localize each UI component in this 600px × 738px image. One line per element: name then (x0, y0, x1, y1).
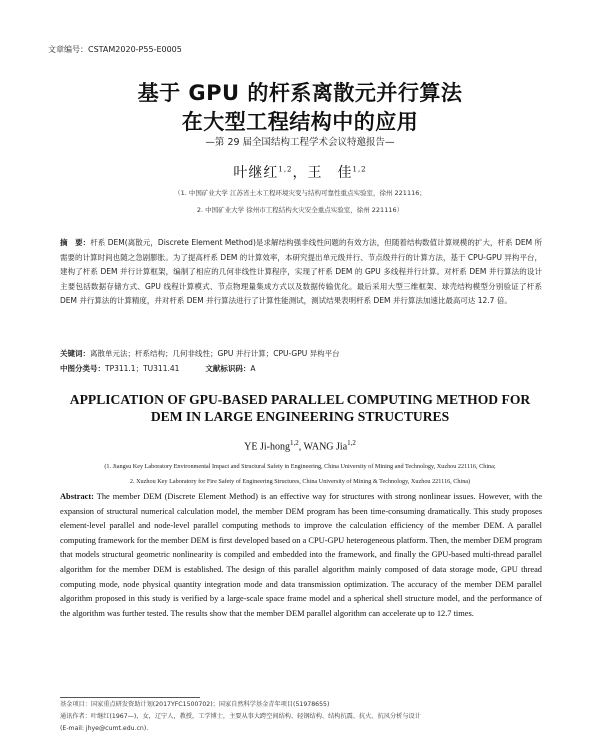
english-affiliation-2: 2. Xuzhou Key Laboratory for Fire Safety of Engineering Structures, China University of Mining & Technology, Xuzhou 221116, China) (129, 478, 471, 485)
chinese-title-line-2: 在大型工程结构中的应用 (181, 110, 419, 134)
chinese-authors (0, 162, 600, 182)
english-authors (0, 439, 600, 452)
keywords-text: 离散单元法；杆系结构；几何非线性；GPU 并行计算；CPU-GPU 异构平台 (90, 349, 340, 358)
author-separator: ， (292, 165, 308, 181)
english-abstract-label: Abstract: (60, 492, 94, 501)
keywords-label: 关键词： (60, 349, 90, 358)
author-name: WANG Jia (303, 441, 348, 453)
footnotes (60, 699, 542, 735)
document-code-value: A (250, 364, 256, 373)
article-number: 文章编号：CSTAM2020-P55-E0005 (48, 45, 182, 54)
classification-line (60, 363, 542, 374)
english-abstract (60, 490, 542, 621)
footnote-funding: 基金项目：国家重点研发资助计划(2017YFC1500702)；国家自然科学基金青年项目(51978655) (60, 701, 330, 708)
author-separator: , (298, 441, 304, 453)
classification-label: 中图分类号： (60, 364, 105, 373)
footnote-email: (E-mail: jhye@cumt.edu.cn). (60, 725, 149, 732)
english-title-line-2: DEM IN LARGE ENGINEERING STRUCTURES (150, 409, 450, 424)
english-affiliation-1: (1. Jiangsu Key Laboratory Environmental Impact and Structural Safety in Engineering, China University of Mining and Technology, Xuzhou 221116, China; (104, 463, 496, 470)
chinese-title-line-1: 基于 GPU 的杆系离散元并行算法 (137, 81, 463, 105)
english-abstract-text: The member DEM (Discrete Element Method) is an effective way for structures with strong nonlinear issues. However, with the expansion of structural numerical calculation model, the member DEM program has been time-consuming dramatically. This study proposes element-level parallel and node-level parallel computing methods to improve the calculation efficiency of the member DEM. A parallel computing framework for the member DEM is first developed based on a CPU-GPU heterogeneous platform. Then, the member DEM program that models structural geometric nonlinearity is compiled and embedded into the framework, and finally the GPU-based multi-thread parallel algorithm for the member DEM is established. The design of this parallel algorithm mainly composed of data storage mode, GPU thread computing mode, node physical quantity integration mode and data transmission optimization. The accuracy of the member DEM parallel algorithm proposed in this study is verified by a large-scale space frame model and a spherical shell structure model, and the performance of the algorithm was further tested. The results show that the member DEM parallel algorithm can accelerate up to 12.7 times. (60, 492, 542, 618)
chinese-abstract (60, 236, 542, 309)
author-name: YE Ji-hong (244, 441, 290, 453)
author-affiliation-mark: 1,2 (352, 165, 367, 174)
chinese-keywords (60, 348, 542, 359)
english-title-line-1: APPLICATION OF GPU-BASED PARALLEL COMPUTING METHOD FOR (69, 392, 531, 407)
chinese-affiliation-1: （1. 中国矿业大学 江苏省土木工程环境灾变与结构可靠性重点实验室，徐州 221116； (174, 189, 426, 197)
author-name: 王 佳 (307, 165, 353, 181)
author-affiliation-mark: 1,2 (289, 439, 299, 447)
author-affiliation-mark: 1,2 (347, 439, 356, 447)
chinese-abstract-text: 杆系 DEM(离散元，Discrete Element Method)是求解结构强非线性问题的有效方法，但随着结构数值计算规模的扩大，杆系 DEM 所需要的计算时间也随之急剧膨胀。为了提高杆系 DEM 的计算效率，本研究提出单元级并行、节点级并行的计算方法，基于 CPU-GPU 异构平台，建构了杆系 DEM 并行计算框架，编制了相应的几何非线性计算程序，实现了杆系 DEM 的 GPU 多线程并行计算。对杆系 DEM 并行算法的设计主要包括数据存储方式、GPU 线程计算模式、节点物理量集成方式以及数据传输优化。最后采用大型三维框架、球壳结构模型分别验证了杆系 DEM 并行算法的计算精度，并对杆系 DEM 并行算法进行了计算性能测试，测试结果表明杆系 DEM 并行算法加速比最高可达 12.7 倍。 (60, 238, 543, 305)
author-affiliation-mark: 1,2 (278, 165, 293, 174)
document-code-label: 文献标识码： (205, 364, 251, 373)
chinese-affiliation-2: 2. 中国矿业大学 徐州市工程结构火灾安全重点实验室，徐州 221116） (196, 206, 404, 214)
chinese-subtitle: —第 29 届全国结构工程学术会议特邀报告— (205, 137, 395, 148)
footnote-divider (60, 697, 200, 698)
footnote-corresponding-author: 通讯作者：叶继红(1967—)，女，辽宁人，教授，工学博士，主要从事大跨空间结构、轻钢结构、结构抗震、抗火、抗风分析与设计 (60, 713, 421, 720)
classification-value: TP311.1；TU311.41 (105, 364, 180, 373)
chinese-abstract-label: 摘 要： (60, 238, 91, 247)
author-name: 叶继红 (233, 165, 279, 181)
